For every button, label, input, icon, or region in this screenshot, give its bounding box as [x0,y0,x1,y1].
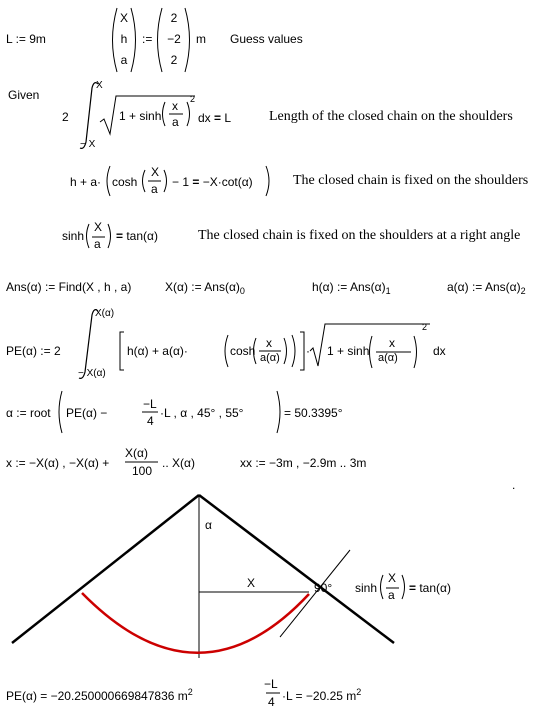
eq3-num: X [94,220,103,234]
given-label: Given [8,88,40,102]
root-a: α := root [6,406,51,420]
rope-right [199,495,397,643]
factor-2: 2 [62,110,69,124]
frac-num-x: x [172,99,178,113]
diag-num: X [388,571,397,585]
stray-dot: . [512,478,516,492]
assign-op: := [142,32,153,46]
pe-den-a: a(α) [260,352,280,364]
x-range-a: x := −X(α) , −X(α) + [6,456,110,470]
comment-length: Length of the closed chain on the shoulders [269,109,513,124]
range-den: 100 [132,464,153,478]
h-definition: h(α) := $Ans(\alpha)_1$ [312,280,391,296]
X-definition: X(α) := $Ans(\alpha)_0$ [165,280,245,296]
pe-num-x: x [266,336,272,350]
eq2-left: h + a· [70,175,102,189]
root-result: = 50.3395° [284,406,343,420]
res-frac-den: 4 [268,695,275,709]
eq3-sinh: sinh [62,229,85,243]
pe-cosh: cosh [230,344,256,358]
guess-vector-names: X h a [119,11,128,67]
chain-curve [82,593,309,653]
pe-upper: X(α) [95,308,115,319]
a-definition: a(α) := $Ans(\alpha)_2$ [447,280,526,296]
pe2-num-x: x [389,336,395,350]
alpha-label: α [205,518,212,532]
pe-lower: − X(α) [78,368,106,379]
exp-2: 2 [190,94,196,104]
eq2-right: − 1 = −X·cot(α) [172,175,253,189]
pe-body: h(α) + a(α)· [127,344,188,358]
comment-right-angle: The closed chain is fixed on the shoulders at a right angle [198,228,521,243]
comment-fixed: The closed chain is fixed on the shoulders [293,173,529,188]
diag-den: a [388,588,395,602]
xx-range: xx := −3m , −2.9m .. 3m [240,456,367,470]
sqrt-body-1: 1 + sinh [119,109,162,123]
root-frac-den: 4 [147,414,154,428]
root-b: PE(α) − [66,406,108,420]
root-c: ·L , α , 45° , 55° [160,406,244,420]
eq2-cosh: cosh [112,175,138,189]
pe-lhs: PE(α) := 2 [6,344,61,358]
diag-right: = tan(α) [409,581,451,595]
guess-vector-values: 2 −2 2 [167,11,181,67]
eq2-num: X [151,165,160,179]
eq2-den: a [151,182,158,196]
pe-sqrt-body: 1 + sinh [327,344,370,358]
ans-definition: Ans(α) := Find(X , h , a) [6,280,132,294]
ratio-result: ·L = −20.25 $m^2$ [282,687,362,703]
root-frac-num: −L [143,397,157,411]
guess-unit: m [196,32,206,46]
frac-den-a: a [172,115,179,129]
eq3-den: a [94,237,101,251]
L-definition: L := 9m [6,32,46,46]
pe2-den-a: a(α) [378,352,398,364]
x-range-b: .. X(α) [162,456,195,470]
pe-result: PE(α) = −20.250000669847836 $m^2$ [6,687,193,703]
rope-left [12,495,199,643]
res-frac-num: −L [264,677,278,691]
guess-label: Guess values [230,32,303,46]
pe-dx: dx [433,344,446,358]
upper-limit-X: X [96,80,103,91]
angle-label: 90° [314,581,333,595]
pe-exp-2: 2 [422,322,428,332]
pe-dot: · [306,344,310,358]
range-num: X(α) [125,446,148,460]
lower-limit-X: − X [80,139,96,150]
x-label: X [247,576,256,590]
diag-sinh: sinh [355,581,378,595]
eq3-right: = tan(α) [116,229,158,243]
dx-eq-L: dx = L [198,111,232,125]
